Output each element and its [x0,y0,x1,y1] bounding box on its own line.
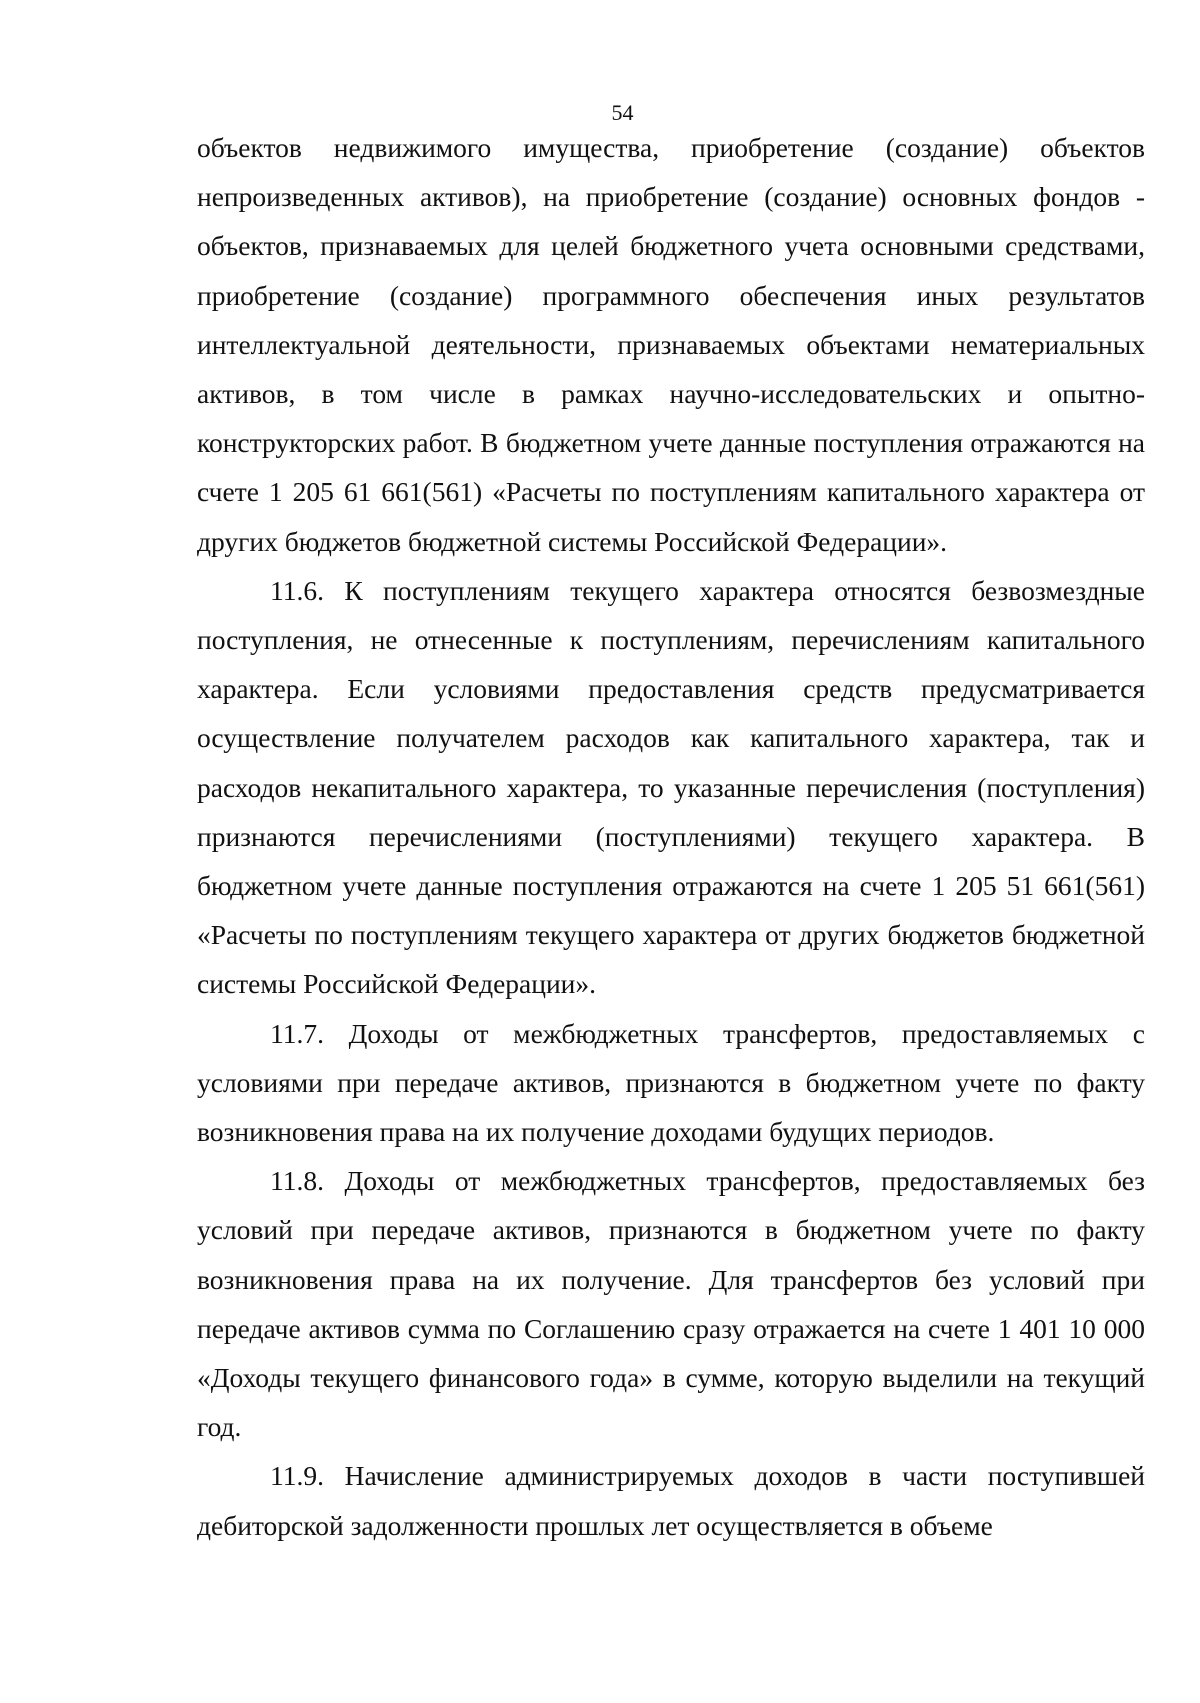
paragraph-continuation: объектов недвижимого имущества, приобретение (создание) объектов непроизведенных активов), на приобретение (создание) основных фондов - объектов, признаваемых для целей бюджетного учета основными средствами, приобретение (создание) программного обеспечения иных результатов интеллектуальной деятельности, признаваемых объектами нематериальных активов, в том числе в рамках научно-исследовательских и опытно-конструкторских работ. В бюджетном учете данные поступления отражаются на счете 1 205 61 661(561) «Расчеты по поступлениям капитального характера от других бюджетов бюджетной системы Российской Федерации». [197,132,1145,557]
paragraph-11-9: 11.9. Начисление администрируемых доходов в части поступившей дебиторской задолженности прошлых лет осуществляется в объеме [197,1460,1145,1541]
body-text [197,123,1145,1550]
paragraph-11-8: 11.8. Доходы от межбюджетных трансфертов, предоставляемых без условий при передаче активов, признаются в бюджетном учете по факту возникновения права на их получение. Для трансфертов без условий при передаче активов сумма по Соглашению сразу отражается на счете 1 401 10 000 «Доходы текущего финансового года» в сумме, которую выделили на текущий год. [197,1165,1145,1443]
page-number: 54 [611,100,634,125]
paragraph-11-7: 11.7. Доходы от межбюджетных трансфертов, предоставляемых с условиями при передаче активов, признаются в бюджетном учете по факту возникновения права на их получение доходами будущих периодов. [197,1017,1145,1148]
paragraph-11-6: 11.6. К поступлениям текущего характера относятся безвозмездные поступления, не отнесенные к поступлениям, перечислениям капитального характера. Если условиями предоставления средств предусматривается осуществление получателем расходов как капитального характера, так и расходов некапитального характера, то указанные перечисления (поступления) признаются перечислениями (поступлениями) текущего характера. В бюджетном учете данные поступления отражаются на счете 1 205 51 661(561) «Расчеты по поступлениям текущего характера от других бюджетов бюджетной системы Российской Федерации». [197,574,1145,1000]
